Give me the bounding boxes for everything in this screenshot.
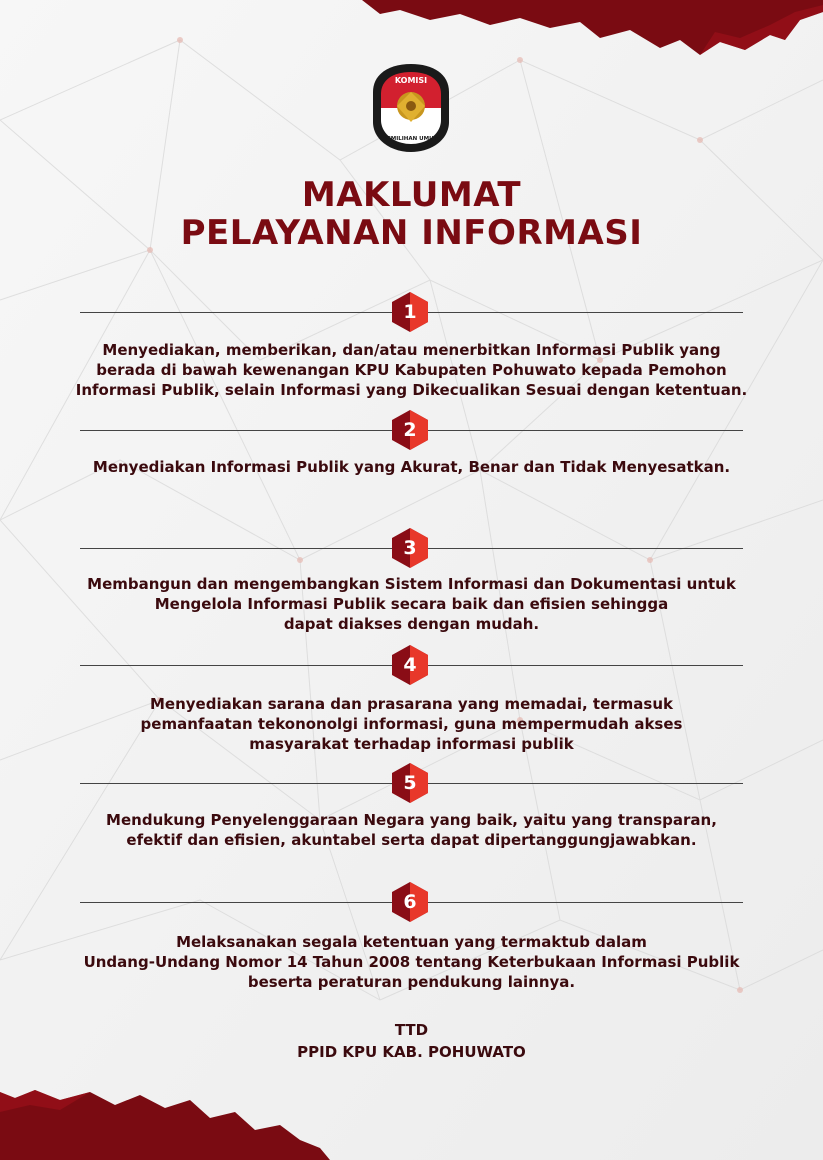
title-line-2: PELAYANAN INFORMASI (180, 213, 643, 253)
signature-office: PPID KPU KAB. POHUWATO (297, 1043, 526, 1061)
svg-text:PEMILIHAN UMUM: PEMILIHAN UMUM (382, 136, 440, 142)
item-number-badge (390, 291, 430, 333)
item-text: Menyediakan sarana dan prasarana yang memadai, termasuk pemanfaatan tekononolgi informasi, guna mempermudah akses masyarakat terhadap informasi publik (140, 695, 683, 753)
item-text: Membangun dan mengembangkan Sistem Informasi dan Dokumentasi untuk Mengelola Informasi Publik secara baik dan efisien sehingga dapat diakses dengan mudah. (87, 575, 736, 633)
item-number-badge (390, 527, 430, 569)
kpu-logo (371, 62, 451, 154)
signature-ttd: TTD (394, 1021, 429, 1039)
item-number: 5 (403, 772, 417, 794)
item-text: Menyediakan, memberikan, dan/atau menerbitkan Informasi Publik yang berada di bawah kewenangan KPU Kabupaten Pohuwato kepada Pemohon Informasi Publik, selain Informasi yang Dikecualikan Sesuai dengan ketentuan. (75, 341, 748, 399)
item-number: 1 (403, 301, 417, 323)
item-number-badge (390, 409, 430, 451)
item-number: 2 (403, 419, 417, 441)
title-line-1: MAKLUMAT (301, 175, 522, 215)
item-text: Mendukung Penyelenggaraan Negara yang baik, yaitu yang transparan, efektif dan efisien, akuntabel serta dapat dipertanggungjawabkan. (106, 811, 717, 849)
item-number-badge (390, 644, 430, 686)
item-number: 3 (403, 537, 417, 559)
svg-text:KOMISI: KOMISI (394, 76, 428, 85)
item-number: 6 (403, 891, 417, 913)
item-text: Menyediakan Informasi Publik yang Akurat, Benar dan Tidak Menyesatkan. (92, 458, 731, 476)
item-number-badge (390, 762, 430, 804)
item-number-badge (390, 881, 430, 923)
item-text: Melaksanakan segala ketentuan yang termaktub dalam Undang-Undang Nomor 14 Tahun 2008 tentang Keterbukaan Informasi Publik beserta peraturan pendukung lainnya. (83, 933, 740, 991)
item-number: 4 (403, 654, 417, 676)
